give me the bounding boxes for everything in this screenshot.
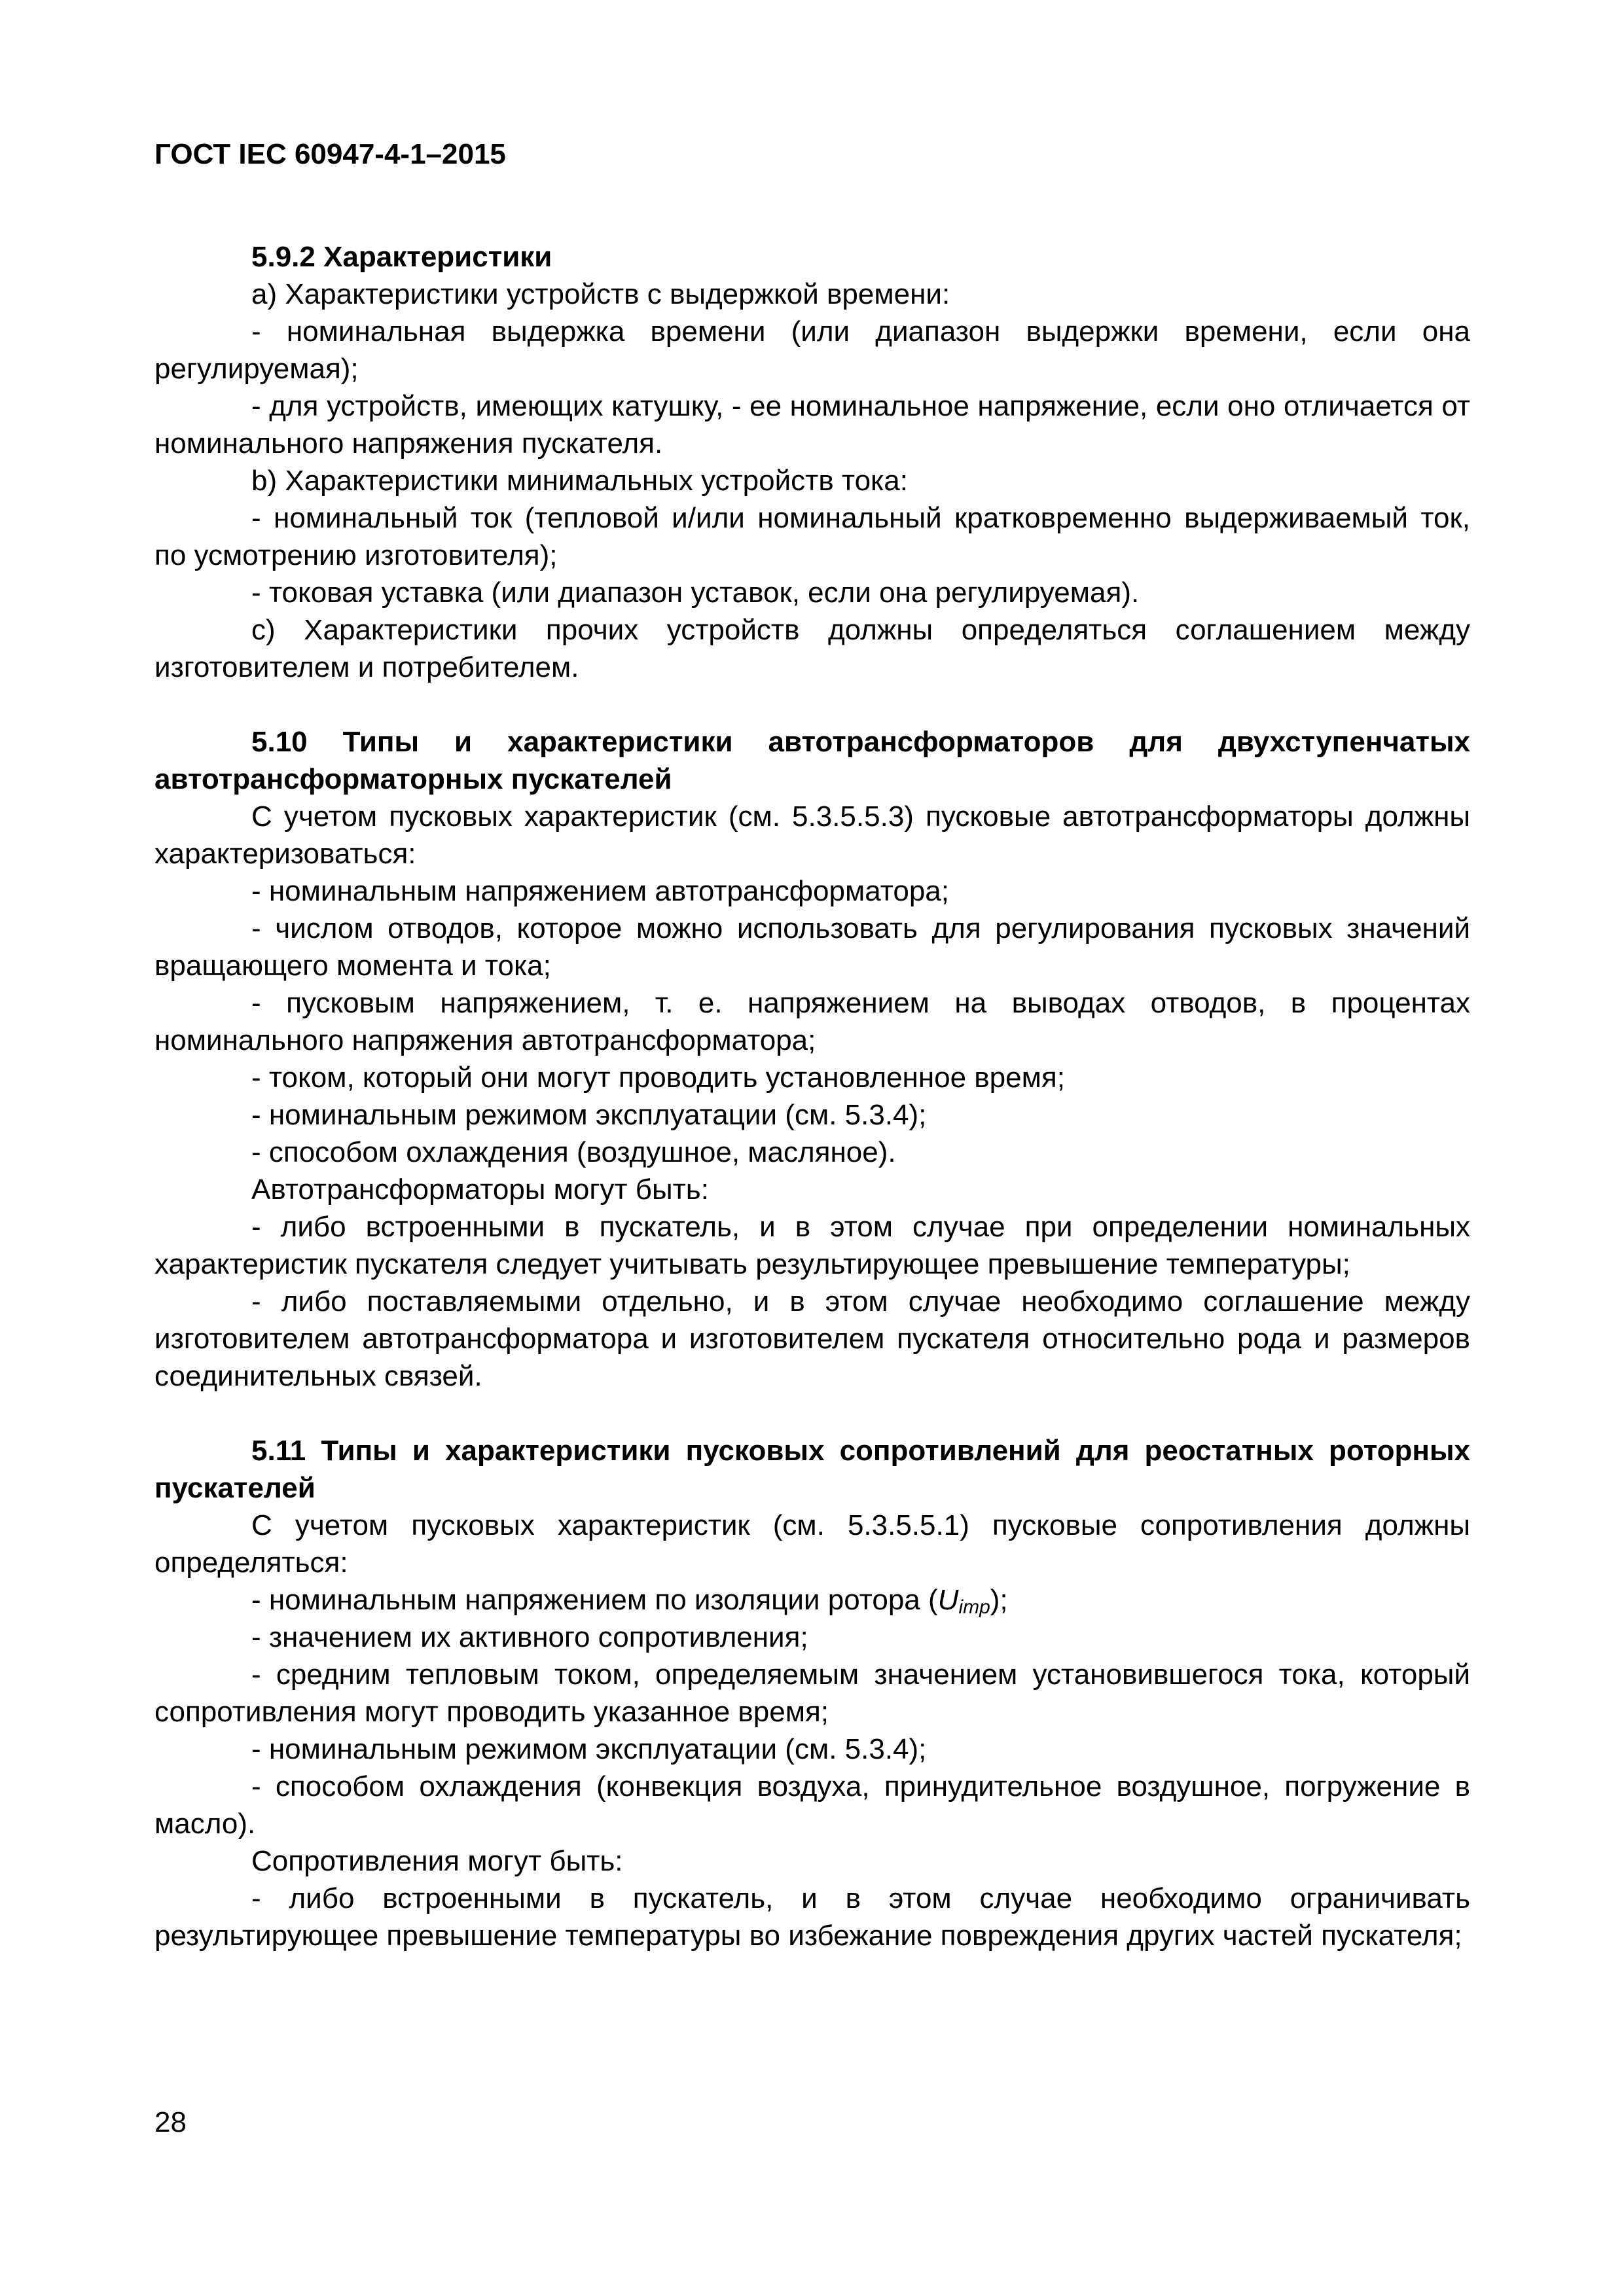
list-item: - током, который они могут проводить установленное время; [251, 1062, 1065, 1094]
list-item: - либо встроенными в пускатель, и в этом случае необходимо ограничивать результирующее превышение температуры во избежание повреждения других частей пускателя; [154, 1882, 1470, 1952]
paragraph: c) Характеристики прочих устройств должны определяться соглашением между изготовителем и потребителем. [154, 614, 1470, 683]
list-item: - значением их активного сопротивления; [251, 1621, 808, 1653]
paragraph: Сопротивления могут быть: [251, 1845, 623, 1877]
list-item: - либо встроенными в пускатель, и в этом случае при определении номинальных характеристик пускателя следует учитывать результирующее превышение температуры; [154, 1211, 1470, 1280]
list-item: - числом отводов, которое можно использовать для регулирования пусковых значений вращающего момента и тока; [154, 912, 1470, 982]
uimp-prefix: - номинальным напряжением по изоляции ротора ( [251, 1584, 938, 1616]
section-heading-5-10: 5.10 Типы и характеристики автотрансформаторов для двухступенчатых автотрансформаторных пускателей [154, 726, 1470, 795]
standard-code-header: ГОСТ IEC 60947-4-1–2015 [154, 138, 506, 170]
uimp-suffix: ); [990, 1584, 1008, 1616]
list-item: - номинальным напряжением автотрансформатора; [251, 875, 949, 907]
list-item: - средним тепловым током, определяемым значением установившегося тока, который сопротивления могут проводить указанное время; [154, 1659, 1470, 1728]
list-item: - токовая уставка (или диапазон уставок, если она регулируемая). [251, 577, 1140, 609]
list-item: - способом охлаждения (воздушное, масляное). [251, 1136, 896, 1168]
section-heading-5-11: 5.11 Типы и характеристики пусковых сопротивлений для реостатных роторных пускателей [154, 1435, 1470, 1504]
uimp-subscript: imp [958, 1596, 990, 1618]
section-heading-5-9-2: 5.9.2 Характеристики [251, 241, 552, 273]
document-body [154, 238, 1470, 1954]
list-item: - номинальным режимом эксплуатации (см. 5.3.4); [251, 1733, 927, 1765]
paragraph: b) Характеристики минимальных устройств тока: [251, 465, 908, 497]
paragraph: С учетом пусковых характеристик (см. 5.3.5.5.1) пусковые сопротивления должны определяться: [154, 1509, 1470, 1579]
page-number: 28 [154, 2106, 187, 2138]
list-item: - для устройств, имеющих катушку, - ее номинальное напряжение, если оно отличается от номинального напряжения пускателя. [154, 390, 1470, 459]
uimp-symbol: U [937, 1584, 959, 1616]
list-item: - способом охлаждения (конвекция воздуха, принудительное воздушное, погружение в масло). [154, 1770, 1470, 1840]
paragraph: Автотрансформаторы могут быть: [251, 1174, 709, 1206]
list-item: - либо поставляемыми отдельно, и в этом случае необходимо соглашение между изготовителем автотрансформатора и изготовителем пускателя относительно рода и размеров соединительных связей. [154, 1285, 1470, 1392]
paragraph: a) Характеристики устройств с выдержкой времени: [251, 278, 950, 310]
list-item: - номинальный ток (тепловой и/или номинальный кратковременно выдерживаемый ток, по усмотрению изготовителя); [154, 502, 1470, 571]
list-item: - номинальная выдержка времени (или диапазон выдержки времени, если она регулируемая); [154, 315, 1470, 385]
list-item-uimp [154, 1581, 1470, 1619]
paragraph: С учетом пусковых характеристик (см. 5.3.5.5.3) пусковые автотрансформаторы должны характеризоваться: [154, 800, 1470, 870]
list-item: - пусковым напряжением, т. е. напряжением на выводах отводов, в процентах номинального напряжения автотрансформатора; [154, 987, 1470, 1056]
list-item: - номинальным режимом эксплуатации (см. 5.3.4); [251, 1099, 927, 1131]
